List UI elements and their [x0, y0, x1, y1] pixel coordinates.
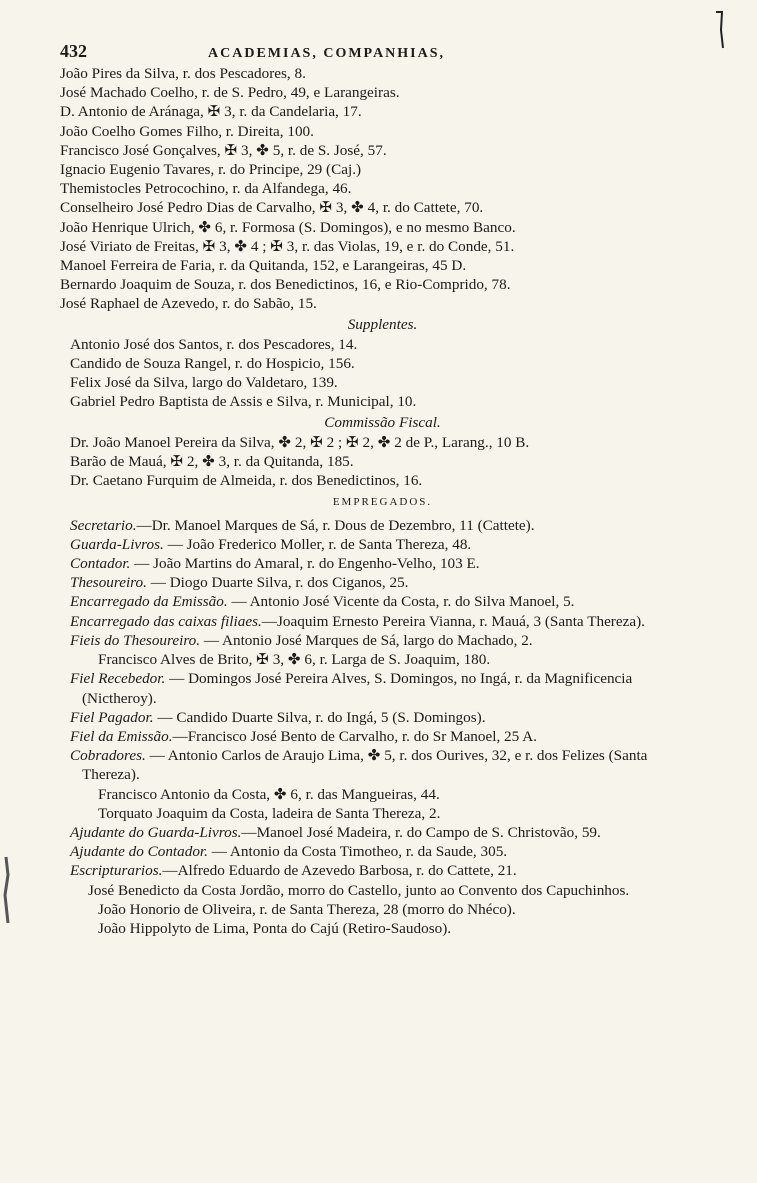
role-text: — Candido Duarte Silva, r. do Ingá, 5 (S. Domingos). [153, 708, 486, 726]
role-label: Contador. [70, 555, 131, 573]
list-item [70, 612, 705, 631]
list-item [70, 631, 705, 650]
list-item: Conselheiro José Pedro Dias de Carvalho, ✠ 3, ✤ 4, r. do Cattete, 70. [60, 199, 484, 217]
list-item [70, 842, 705, 861]
role-label: Secretario. [70, 516, 137, 534]
role-text: — Antonio José Marques de Sá, largo do Machado, 2. [200, 631, 533, 649]
list-item: José Benedicto da Costa Jordão, morro do Castello, junto ao Convento dos Capuchinhos. [88, 881, 630, 899]
list-item [70, 554, 705, 573]
role-text: — Diogo Duarte Silva, r. dos Ciganos, 25. [146, 574, 409, 592]
document-page [60, 42, 705, 938]
list-item [70, 861, 705, 880]
role-text: — Domingos José Pereira Alves, S. Domingos, no Ingá, r. da Magnificencia (Nictheroy). [82, 670, 633, 707]
role-text: — João Martins do Amaral, r. do Engenho-Velho, 103 E. [130, 555, 480, 573]
list-item: Ignacio Eugenio Tavares, r. do Principe, 29 (Caj.) [60, 161, 362, 179]
list-item: Francisco Antonio da Costa, ✤ 6, r. das Mangueiras, 44. [98, 785, 440, 803]
role-label: Thesoureiro. [70, 574, 147, 592]
list-item: Candido de Souza Rangel, r. do Hospicio, 156. [70, 355, 355, 373]
list-item [70, 708, 705, 727]
list-item: João Henrique Ulrich, ✤ 6, r. Formosa (S. Domingos), e no mesmo Banco. [60, 218, 516, 236]
role-label: Fiel Pagador. [70, 708, 154, 726]
list-item [70, 746, 705, 784]
list-item: Francisco Alves de Brito, ✠ 3, ✤ 6, r. Larga de S. Joaquim, 180. [98, 651, 491, 669]
role-label: Fieis do Thesoureiro. [70, 631, 201, 649]
list-item [70, 516, 705, 535]
list-item: Felix José da Silva, largo do Valdetaro, 139. [70, 374, 338, 392]
role-text: —Francisco José Bento de Carvalho, r. do Sr Manoel, 25 A. [172, 727, 537, 745]
comissao-list [60, 433, 705, 491]
list-item: D. Antonio de Aránaga, ✠ 3, r. da Candelaria, 17. [60, 103, 362, 121]
supplentes-list [60, 335, 705, 412]
role-text: — Antonio Carlos de Araujo Lima, ✤ 5, r. dos Ourives, 32, e r. dos Felizes (Santa Thereza). [82, 747, 648, 784]
role-text: — João Frederico Moller, r. de Santa Thereza, 48. [163, 535, 472, 553]
list-item [70, 592, 705, 611]
role-label: Encarregado da Emissão. [70, 593, 228, 611]
members-list [60, 64, 705, 314]
page-header [60, 42, 705, 64]
role-text: —Joaquim Ernesto Pereira Vianna, r. Mauá, 3 (Santa Thereza). [261, 612, 645, 630]
page-edge-mark-icon [712, 10, 726, 50]
list-item: Antonio José dos Santos, r. dos Pescadores, 14. [70, 335, 358, 353]
list-item [70, 823, 705, 842]
list-item: José Machado Coelho, r. de S. Pedro, 49, e Larangeiras. [60, 84, 400, 102]
list-item: João Pires da Silva, r. dos Pescadores, 8. [60, 65, 306, 82]
list-item: Torquato Joaquim da Costa, ladeira de Santa Thereza, 2. [98, 804, 441, 822]
list-item: Francisco José Gonçalves, ✠ 3, ✤ 5, r. de S. José, 57. [60, 141, 387, 159]
running-title: ACADEMIAS, COMPANHIAS, [208, 46, 446, 61]
page-number: 432 [60, 41, 87, 61]
list-item: Barão de Mauá, ✠ 2, ✤ 3, r. da Quitanda, 185. [70, 453, 354, 471]
role-text: —Manoel José Madeira, r. do Campo de S. Christovão, 59. [241, 823, 601, 841]
list-item [70, 727, 705, 746]
role-text: — Antonio da Costa Timotheo, r. da Saude, 305. [207, 843, 508, 861]
list-item: Gabriel Pedro Baptista de Assis e Silva, r. Municipal, 10. [70, 393, 417, 411]
list-item [70, 573, 705, 592]
list-item: João Honorio de Oliveira, r. de Santa Thereza, 28 (morro do Nhéco). [98, 900, 516, 918]
role-label: Cobradores. [70, 747, 146, 765]
empregados-heading: EMPREGADOS. [332, 496, 433, 509]
list-item: Bernardo Joaquim de Souza, r. dos Benedictinos, 16, e Rio-Comprido, 78. [60, 276, 511, 294]
list-item: José Raphael de Azevedo, r. do Sabão, 15. [60, 295, 317, 313]
list-item [70, 669, 705, 707]
empregados-list [60, 516, 705, 938]
list-item: Manoel Ferreira de Faria, r. da Quitanda, 152, e Larangeiras, 45 D. [60, 257, 467, 275]
role-label: Fiel da Emissão. [70, 727, 173, 745]
binding-shadow-icon [2, 855, 12, 925]
list-item: Dr. João Manoel Pereira da Silva, ✤ 2, ✠ 2 ; ✠ 2, ✤ 2 de P., Larang., 10 B. [70, 433, 530, 451]
role-text: —Dr. Manoel Marques de Sá, r. Dous de Dezembro, 11 (Cattete). [136, 516, 535, 534]
role-label: Ajudante do Guarda-Livros. [70, 823, 242, 841]
role-label: Encarregado das caixas filiaes. [70, 612, 262, 630]
role-label: Ajudante do Contador. [70, 843, 208, 861]
list-item: Themistocles Petrocochino, r. da Alfandega, 46. [60, 180, 352, 198]
role-label: Guarda-Livros. [70, 535, 164, 553]
list-item: Dr. Caetano Furquim de Almeida, r. dos Benedictinos, 16. [70, 472, 423, 490]
role-label: Escripturarios. [70, 862, 163, 880]
list-item: João Coelho Gomes Filho, r. Direita, 100. [60, 122, 314, 140]
list-item: João Hippolyto de Lima, Ponta do Cajú (Retiro-Saudoso). [98, 919, 452, 937]
role-text: — Antonio José Vicente da Costa, r. do Silva Manoel, 5. [227, 593, 575, 611]
list-item [70, 535, 705, 554]
comissao-heading: Commissão Fiscal. [324, 413, 441, 431]
supplentes-heading: Supplentes. [347, 315, 418, 333]
role-text: —Alfredo Eduardo de Azevedo Barbosa, r. do Cattete, 21. [162, 862, 517, 880]
list-item: José Viriato de Freitas, ✠ 3, ✤ 4 ; ✠ 3, r. das Violas, 19, e r. do Conde, 51. [60, 237, 515, 255]
role-label: Fiel Recebedor. [70, 670, 166, 688]
